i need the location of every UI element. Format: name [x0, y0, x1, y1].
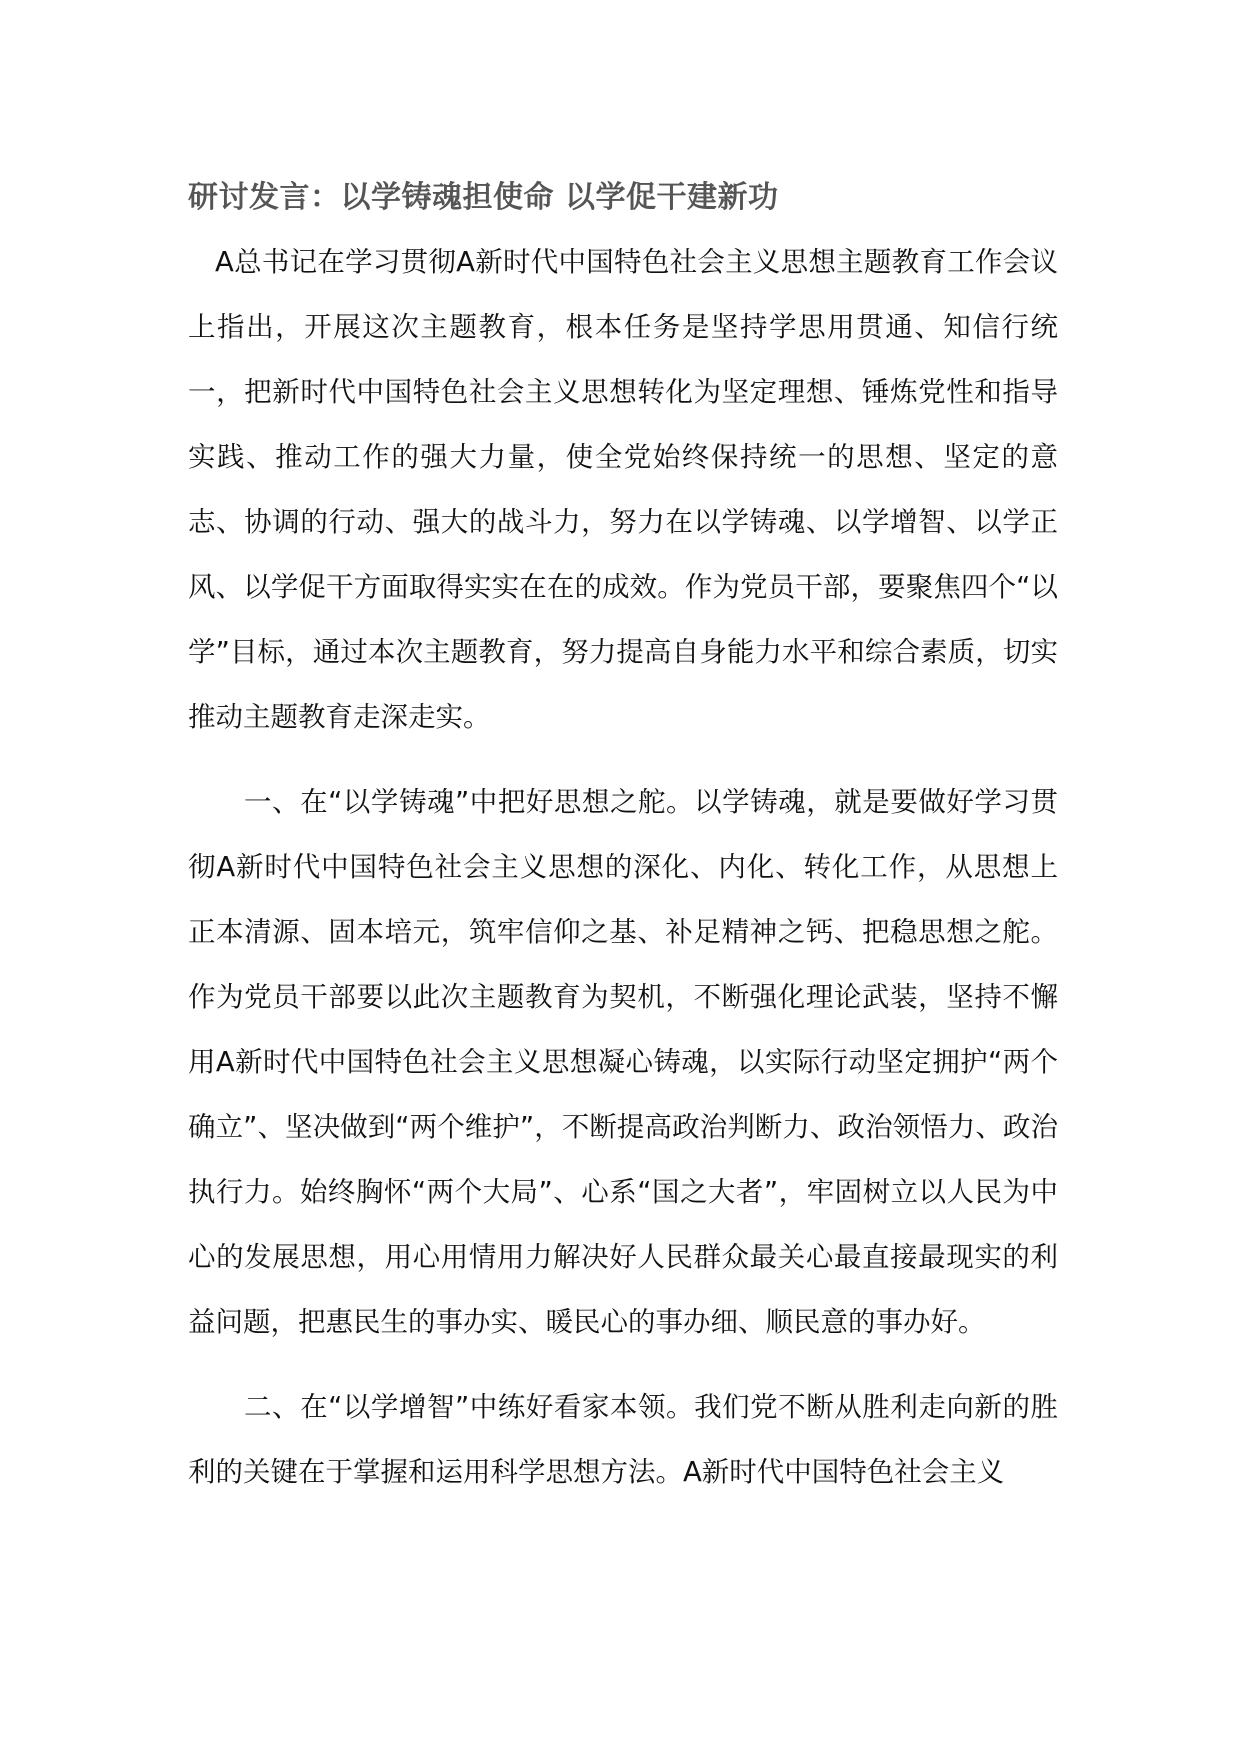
document-page: [188, 176, 1058, 1505]
intro-paragraph: A总书记在学习贯彻A新时代中国特色社会主义思想主题教育工作会议上指出，开展这次主题教育，根本任务是坚持学思用贯通、知信行统一，把新时代中国特色社会主义思想转化为坚定理想、锤炼党性和指导实践、推动工作的强大力量，使全党始终保持统一的思想、坚定的意志、协调的行动、强大的战斗力，努力在以学铸魂、以学增智、以学正风、以学促干方面取得实实在在的成效。作为党员干部，要聚焦四个“以学”目标，通过本次主题教育，努力提高自身能力水平和综合素质，切实推动主题教育走深走实。: [188, 246, 1058, 733]
document-title: 研讨发言：以学铸魂担使命 以学促干建新功: [188, 180, 779, 215]
section-two-paragraph: 二、在“以学增智”中练好看家本领。我们党不断从胜利走向新的胜利的关键在于掌握和运用科学思想方法。A新时代中国特色社会主义: [188, 1391, 1058, 1488]
section-one-paragraph: 一、在“以学铸魂”中把好思想之舵。以学铸魂，就是要做好学习贯彻A新时代中国特色社会主义思想的深化、内化、转化工作，从思想上正本清源、固本培元，筑牢信仰之基、补足精神之钙、把稳思想之舵。作为党员干部要以此次主题教育为契机，不断强化理论武装，坚持不懈用A新时代中国特色社会主义思想凝心铸魂，以实际行动坚定拥护“两个确立”、坚决做到“两个维护”，不断提高政治判断力、政治领悟力、政治执行力。始终胸怀“两个大局”、心系“国之大者”，牢固树立以人民为中心的发展思想，用心用情用力解决好人民群众最关心最直接最现实的利益问题，把惠民生的事办实、暖民心的事办细、顺民意的事办好。: [188, 786, 1058, 1338]
